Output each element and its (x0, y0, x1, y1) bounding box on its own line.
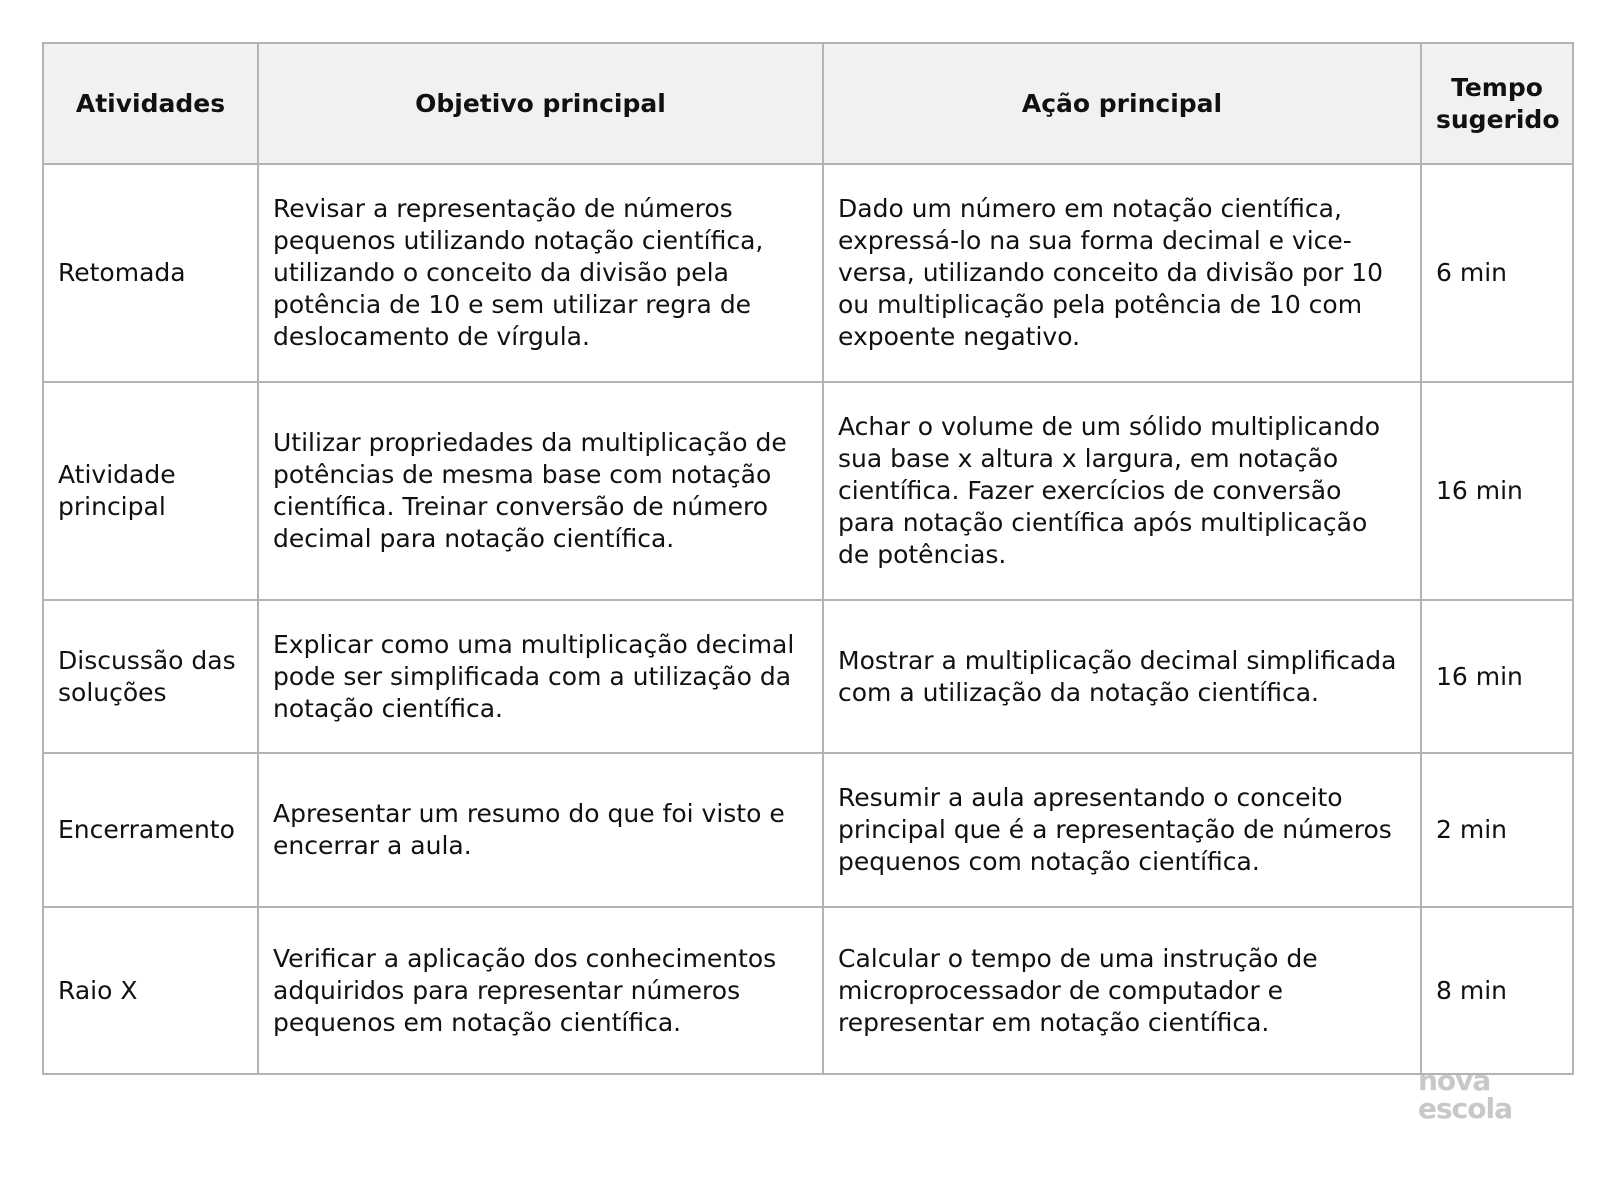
activity-cell: Raio X (43, 907, 258, 1074)
time-cell: 2 min (1421, 753, 1573, 907)
header-main-objective: Objetivo principal (258, 43, 823, 164)
action-cell: Achar o volume de um sólido multiplicando sua base x altura x largura, em notação científica. Fazer exercícios de conversão para notação científica após multiplicação de potências. (823, 382, 1421, 600)
header-main-action: Ação principal (823, 43, 1421, 164)
lesson-plan-table (42, 42, 1574, 1075)
nova-escola-logo (1418, 1064, 1538, 1125)
action-cell: Dado um número em notação científica, expressá-lo na sua forma decimal e vice-versa, utilizando conceito da divisão por 10 ou multiplicação pela potência de 10 com expoente negativo. (823, 164, 1421, 382)
header-suggested-time: Tempo sugerido (1421, 43, 1573, 164)
logo-line-escola: escola (1418, 1092, 1512, 1125)
table-row (43, 164, 1573, 382)
action-cell: Calcular o tempo de uma instrução de microprocessador de computador e representar em notação científica. (823, 907, 1421, 1074)
activity-cell: Encerramento (43, 753, 258, 907)
time-cell: 6 min (1421, 164, 1573, 382)
objective-cell: Utilizar propriedades da multiplicação de potências de mesma base com notação científica. Treinar conversão de número decimal para notação científica. (258, 382, 823, 600)
table-row (43, 600, 1573, 753)
activity-cell: Retomada (43, 164, 258, 382)
action-cell: Mostrar a multiplicação decimal simplificada com a utilização da notação científica. (823, 600, 1421, 753)
objective-cell: Explicar como uma multiplicação decimal pode ser simplificada com a utilização da notação científica. (258, 600, 823, 753)
table-row (43, 382, 1573, 600)
objective-cell: Apresentar um resumo do que foi visto e encerrar a aula. (258, 753, 823, 907)
objective-cell: Verificar a aplicação dos conhecimentos adquiridos para representar números pequenos em notação científica. (258, 907, 823, 1074)
time-cell: 16 min (1421, 382, 1573, 600)
objective-cell: Revisar a representação de números pequenos utilizando notação científica, utilizando o conceito da divisão pela potência de 10 e sem utilizar regra de deslocamento de vírgula. (258, 164, 823, 382)
time-cell: 16 min (1421, 600, 1573, 753)
action-cell: Resumir a aula apresentando o conceito principal que é a representação de números pequenos com notação científica. (823, 753, 1421, 907)
header-activities: Atividades (43, 43, 258, 164)
activity-cell: Discussão das soluções (43, 600, 258, 753)
logo-line-nova: nova (1418, 1064, 1491, 1097)
time-cell: 8 min (1421, 907, 1573, 1074)
table-row (43, 753, 1573, 907)
table-header-row (43, 43, 1573, 164)
activity-cell: Atividade principal (43, 382, 258, 600)
table-row (43, 907, 1573, 1074)
